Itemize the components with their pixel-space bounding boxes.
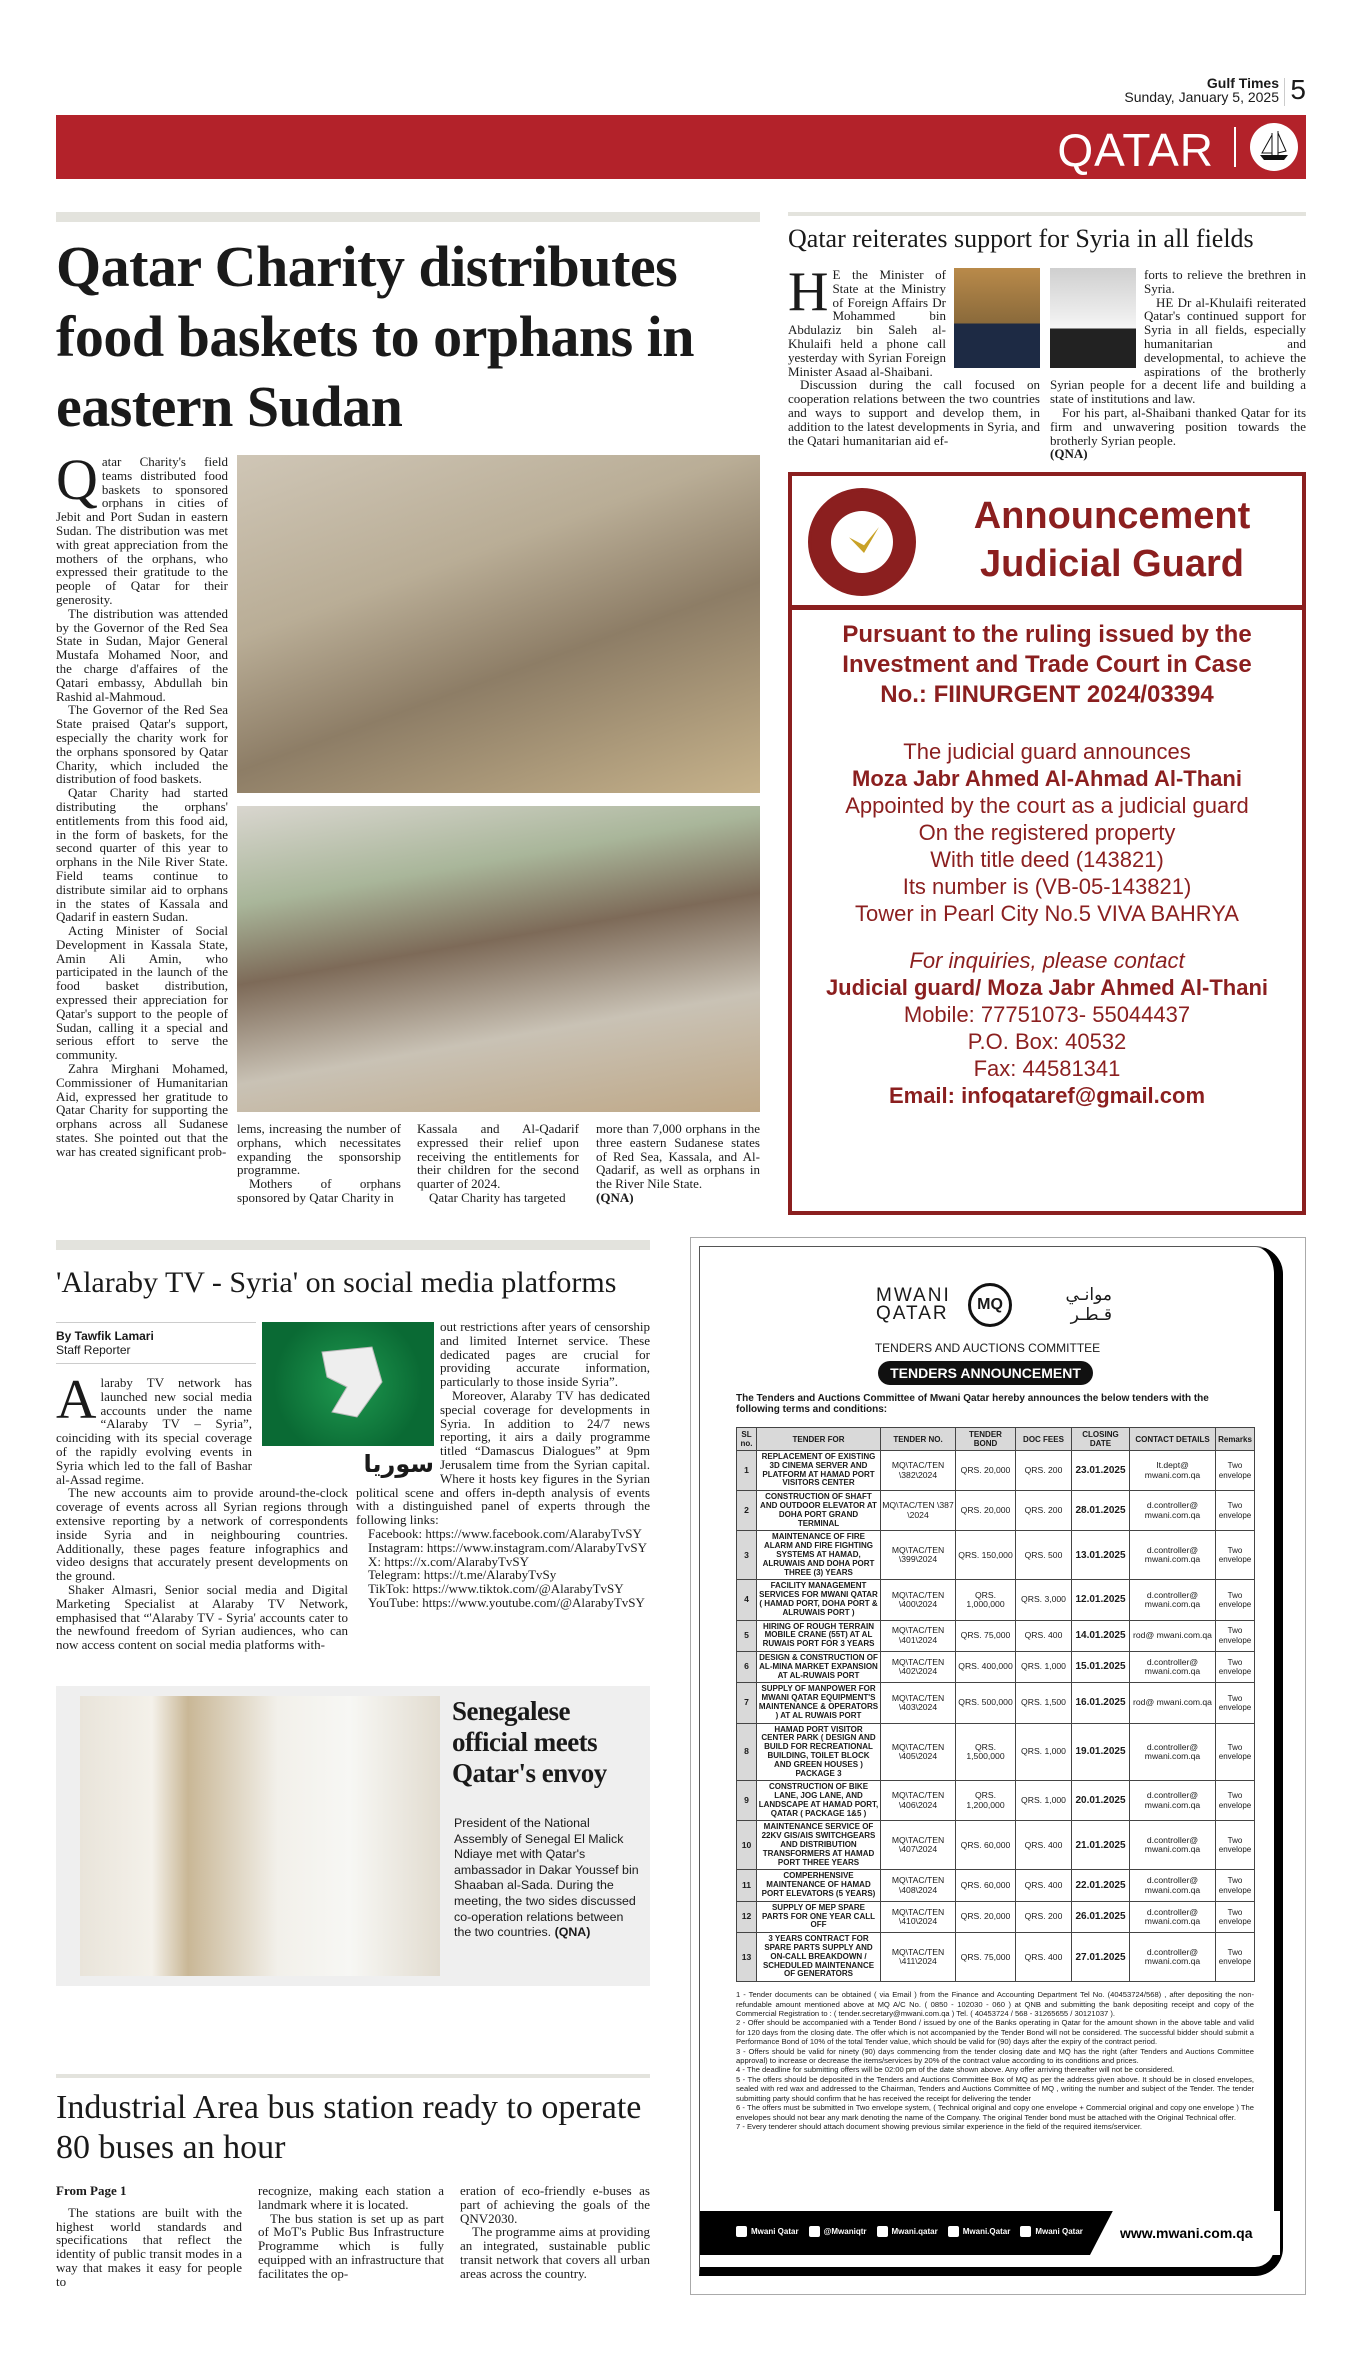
- tender-bond-cell: QRS. 400,000: [956, 1651, 1016, 1682]
- paragraph: eration of eco-friendly e-buses as part of achieving the goals of the QNV2030.: [460, 2183, 650, 2226]
- social-link[interactable]: [1020, 2226, 1083, 2237]
- social-label: Mwani.qatar: [891, 2227, 938, 2236]
- tender-bond-cell: QRS. 500,000: [956, 1683, 1016, 1723]
- paragraph: lems, increasing the number of orphans, which necessitates expanding the sponsorship programme.: [237, 1121, 401, 1178]
- paragraph: The bus station is set up as part of MoT's Public Bus Infrastructure Programme which is fully equipped with an infrastructure that facilitates the op-: [258, 2210, 444, 2281]
- author-role: Staff Reporter: [56, 1343, 131, 1357]
- doc-fees-cell: QRS. 400: [1016, 1821, 1072, 1870]
- note-item: 4 - The deadline for submitting offers will be 02:00 pm of the date shown above. Any offer arriving thereafter will not be considered.: [736, 2065, 1175, 2075]
- tender-no-cell: MQ\TAC/TEN \382\2024: [881, 1451, 956, 1491]
- brand-name: MWANI QATAR: [876, 1285, 951, 1324]
- column-header: TENDER BOND: [956, 1428, 1016, 1451]
- syria-headline: Qatar reiterates support for Syria in all fields: [788, 224, 1254, 253]
- tender-no-cell: MQ\TAC/TEN \410\2024: [881, 1901, 956, 1932]
- note-item: 7 - Every tenderer should attach document showing previous similar experience in the field of the required items/servicer.: [736, 2121, 1143, 2131]
- section-banner: [56, 115, 1306, 179]
- paragraph: atar Charity's field teams distributed food baskets to sponsored orphans in cities of Jebit and Port Sudan in eastern Sudan. The distribution was met with great appreciation from the mothers of the orphans, who expressed their gratitude to the people of Qatar for their generosity.: [56, 454, 228, 607]
- table-row: [737, 1580, 1255, 1620]
- tenders-content: [736, 1427, 1254, 2131]
- tender-no-cell: MQ\TAC/TEN \402\2024: [881, 1651, 956, 1682]
- dropcap: H: [788, 261, 829, 323]
- credit: (QNA): [596, 1189, 634, 1205]
- sl-no-cell: 3: [737, 1531, 757, 1580]
- contact-details-cell: d.controller@ mwani.com.qa: [1130, 1580, 1216, 1620]
- tender-for-cell: SUPPLY OF MEP SPARE PARTS FOR ONE YEAR CALL OFF: [757, 1901, 881, 1932]
- tender-for-cell: SUPPLY OF MANPOWER FOR MWANI QATAR EQUIPMENT'S MAINTENANCE & OPERATORS ) AT AL RUWAIS PORT: [757, 1683, 881, 1723]
- closing-date-cell: 27.01.2025: [1072, 1933, 1130, 1982]
- paragraph: recognize, making each station a landmark where it is located.: [258, 2183, 444, 2212]
- column-header: CONTACT DETAILS: [1130, 1428, 1216, 1451]
- closing-date-cell: 20.01.2025: [1072, 1781, 1130, 1821]
- committee-name: TENDERS AND AUCTIONS COMMITTEE: [874, 1341, 1101, 1355]
- closing-date-cell: 16.01.2025: [1072, 1683, 1130, 1723]
- closing-date-cell: 15.01.2025: [1072, 1651, 1130, 1682]
- tender-bond-cell: QRS. 75,000: [956, 1933, 1016, 1982]
- industrial-col1: [56, 2184, 242, 2289]
- mq-logo: MQ: [968, 1283, 1012, 1327]
- byline: [56, 1322, 256, 1364]
- tender-for-cell: HIRING OF ROUGH TERRAIN MOBILE CRANE (55T) AT AL RUWAIS PORT FOR 3 YEARS: [757, 1620, 881, 1651]
- column-header: CLOSING DATE: [1072, 1428, 1130, 1451]
- contact-details-cell: d.controller@ mwani.com.qa: [1130, 1933, 1216, 1982]
- tender-for-cell: HAMAD PORT VISITOR CENTER PARK ( DESIGN AND BUILD FOR RECREATIONAL BUILDING, TOILET BLOCK AND GREEN HOUSES ) PACKAGE 3: [757, 1723, 881, 1781]
- senegal-body: President of the National Assembly of Senegal El Malick Ndiaye met with Qatar's ambassador in Dakar Youssef bin Shaaban al-Sada. During the meeting, the two sides discussed co-operation relations between the two countries. (QNA): [454, 1816, 639, 1940]
- remarks-cell: Two envelope: [1216, 1870, 1255, 1901]
- sl-no-cell: 4: [737, 1580, 757, 1620]
- section-rule: [788, 212, 1306, 216]
- announces: The judicial guard announces: [903, 739, 1191, 764]
- table-row: [737, 1451, 1255, 1491]
- tender-for-cell: MAINTENANCE SERVICE OF 22KV GIS/AIS SWITCHGEARS AND DISTRIBUTION TRANSFORMERS AT HAMAD PORT THREE YEARS: [757, 1821, 881, 1870]
- note-item: 5 - The offers should be deposited in the Tenders and Auctions Committee Box of MQ as per the address given above. It should be in closed envelopes, sealed with red wax and addressed to the Chairman, Tenders and Auctions Committee of MQ , writing the number and subject of the Tender. The tender submitting party should confirm that he has received the receipt for delivering the tender: [736, 2074, 1254, 2103]
- alaraby-col2: [356, 1320, 650, 1610]
- contact-details-cell: d.controller@ mwani.com.qa: [1130, 1821, 1216, 1870]
- contact-details-cell: It.dept@ mwani.com.qa: [1130, 1451, 1216, 1491]
- paragraph: Qatar Charity had started distributing the orphans' entitlements from this food aid, in the form of baskets, for the second quarter of this year to orphans in the Nile River State. Field teams continue to distribute similar aid to orphans in the states of Kassala and Qadarif in eastern Sudan.: [56, 785, 228, 925]
- x-icon: [809, 2226, 820, 2237]
- table-row: [737, 1821, 1255, 1870]
- tender-bond-cell: QRS. 60,000: [956, 1870, 1016, 1901]
- tender-bond-cell: QRS. 1,200,000: [956, 1781, 1016, 1821]
- website-link[interactable]: www.mwani.com.qa: [1120, 2225, 1253, 2241]
- tender-bond-cell: QRS. 20,000: [956, 1451, 1016, 1491]
- paragraph: X: https://x.com/AlarabyTvSY: [368, 1553, 530, 1569]
- issue-date: Sunday, January 5, 2025: [1124, 89, 1279, 105]
- email: Email: infoqataref@gmail.com: [888, 1083, 1206, 1108]
- detail-line: Its number is (VB-05-143821): [902, 874, 1192, 899]
- doc-fees-cell: QRS. 3,000: [1016, 1580, 1072, 1620]
- remarks-cell: Two envelope: [1216, 1531, 1255, 1580]
- remarks-cell: Two envelope: [1216, 1651, 1255, 1682]
- detail-line: Appointed by the court as a judicial guard: [845, 793, 1249, 818]
- credit: (QNA): [1050, 446, 1088, 462]
- contact-details-cell: rod@ mwani.com.qa: [1130, 1683, 1216, 1723]
- table-row: [737, 1870, 1255, 1901]
- doc-fees-cell: QRS. 1,000: [1016, 1651, 1072, 1682]
- photo-al-khulaifi: [1050, 268, 1136, 368]
- tender-no-cell: MQ\TAC/TEN \401\2024: [881, 1620, 956, 1651]
- alaraby-headline: 'Alaraby TV - Syria' on social media platforms: [56, 1266, 617, 1299]
- paragraph: Discussion during the call focused on cooperation relations between the two countries and ways to support and develop them, in addition to the latest developments in Syria, and the Qatari humanitarian aid ef-: [788, 377, 1040, 448]
- paragraph: TikTok: https://www.tiktok.com/@AlarabyTvSY: [368, 1581, 624, 1597]
- linkedin-icon: [736, 2226, 747, 2237]
- logo-arabic-text: سوريا: [363, 1450, 434, 1478]
- table-row: [737, 1531, 1255, 1580]
- social-link[interactable]: [736, 2226, 799, 2237]
- author: By Tawfik Lamari: [56, 1329, 154, 1343]
- logo-spacer: [356, 1320, 440, 1482]
- main-article-col1: [56, 447, 228, 1159]
- table-row: [737, 1933, 1255, 1982]
- photo-asaad-al-shaibani: [954, 268, 1040, 368]
- paragraph: forts to relieve the brethren in Syria.: [1144, 267, 1306, 296]
- ruling-line: Pursuant to the ruling issued by the: [842, 621, 1252, 648]
- photo-senegal-meeting: [80, 1696, 440, 1976]
- from-page: From Page 1: [56, 2183, 127, 2198]
- paragraph: Shaker Almasri, Senior social media and Digital Marketing Specialist at Alaraby TV Network, emphasised that “'Alaraby TV - Syria' accounts cater to the newfound freedom of Syrian audiences, who can now access content on social media platforms with-: [56, 1581, 348, 1653]
- accounting-expert-logo: [808, 488, 916, 596]
- intro-text: The Tenders and Auctions Committee of Mwani Qatar hereby announces the below tenders with the following terms and conditions:: [736, 1393, 1209, 1415]
- social-link[interactable]: [809, 2226, 867, 2237]
- mobile: Mobile: 77751073- 55044437: [903, 1002, 1191, 1027]
- terms-notes: [736, 1990, 1254, 2131]
- tender-no-cell: MQ\TAC/TEN \400\2024: [881, 1580, 956, 1620]
- paragraph: Mothers of orphans sponsored by Qatar Charity in: [237, 1176, 401, 1205]
- judicial-guard-ad: [788, 472, 1306, 1215]
- social-label: @Mwaniqtr: [823, 2227, 867, 2236]
- paragraph: Acting Minister of Social Development in Kassala State, Amin Ali Amin, who participated in the launch of the food basket distribution, expressed their appreciation for Qatar's support to the people of Sudan, calling it a special and serious effort to serve the community.: [56, 923, 228, 1063]
- remarks-cell: Two envelope: [1216, 1901, 1255, 1932]
- sl-no-cell: 10: [737, 1821, 757, 1870]
- contact-details-cell: d.controller@ mwani.com.qa: [1130, 1870, 1216, 1901]
- photo-food-distribution-1: [237, 455, 760, 793]
- paragraph: E the Minister of State at the Ministry of Foreign Affairs Dr Mohammed bin Abdulaziz bin Saleh al-Khulaifi held a phone call yesterday with Syrian Foreign Minister Asaad al-Shaibani.: [788, 267, 946, 379]
- tender-no-cell: MQ\TAC/TEN \387 \2024: [881, 1491, 956, 1531]
- sl-no-cell: 12: [737, 1901, 757, 1932]
- masthead-meta: [1124, 76, 1279, 104]
- sl-no-cell: 1: [737, 1451, 757, 1491]
- remarks-cell: Two envelope: [1216, 1821, 1255, 1870]
- tender-bond-cell: QRS. 75,000: [956, 1620, 1016, 1651]
- paragraph: Kassala and Al-Qadarif expressed their relief upon receiving the entitlements for their children for the second quarter of 2024.: [417, 1121, 579, 1192]
- dhow-boat-icon: [1250, 123, 1298, 171]
- syria-col2: [1050, 268, 1306, 461]
- column-header: SL no.: [737, 1428, 757, 1451]
- paragraph: Zahra Mirghani Mohamed, Commissioner of Humanitarian Aid, expressed her gratitude to Qatar Charity for supporting the orphans across all Sudanese states. She pointed out that the war has created significant prob-: [56, 1061, 228, 1159]
- doc-fees-cell: QRS. 200: [1016, 1451, 1072, 1491]
- table-row: [737, 1651, 1255, 1682]
- sl-no-cell: 9: [737, 1781, 757, 1821]
- tender-bond-cell: QRS. 20,000: [956, 1491, 1016, 1531]
- section-rule: [56, 212, 760, 222]
- closing-date-cell: 22.01.2025: [1072, 1870, 1130, 1901]
- brand-arabic: موانـي قـطـر: [1065, 1285, 1112, 1325]
- tender-bond-cell: QRS. 1,500,000: [956, 1723, 1016, 1781]
- closing-date-cell: 12.01.2025: [1072, 1580, 1130, 1620]
- note-item: 3 - Offers should be valid for ninety (90) days commencing from the tender closing date and MQ has the right (after Tenders and Auctions Committee approval) to increase or decrease the items/services by 20% of the contract value according to its conditions and prices.: [736, 2046, 1254, 2066]
- remarks-cell: Two envelope: [1216, 1491, 1255, 1531]
- table-row: [737, 1491, 1255, 1531]
- tender-no-cell: MQ\TAC/TEN \403\2024: [881, 1683, 956, 1723]
- section-rule: [56, 2074, 650, 2078]
- closing-date-cell: 23.01.2025: [1072, 1451, 1130, 1491]
- industrial-col3: [460, 2184, 650, 2281]
- paragraph: more than 7,000 orphans in the three eastern Sudanese states of Red Sea, Kassala, and Al-Qadarif, as well as orphans in the River Nile State.: [596, 1121, 760, 1192]
- main-headline: Qatar Charity distributes food baskets to orphans in eastern Sudan: [56, 234, 695, 439]
- sl-no-cell: 7: [737, 1683, 757, 1723]
- paragraph: laraby TV network has launched new social media accounts under the name “Alaraby TV – Syria”, coinciding with its special coverage of the rapidly evolving events in Syria which led to the fall of Bashar al-Assad regime.: [56, 1375, 252, 1487]
- instagram-icon: [877, 2226, 888, 2237]
- ad-title: Announcement Judicial Guard: [973, 495, 1251, 585]
- doc-fees-cell: QRS. 400: [1016, 1620, 1072, 1651]
- tender-for-cell: CONSTRUCTION OF SHAFT AND OUTDOOR ELEVATOR AT DOHA PORT GRAND TERMINAL: [757, 1491, 881, 1531]
- contact-details-cell: rod@ mwani.com.qa: [1130, 1620, 1216, 1651]
- note-item: 1 - Tender documents can be obtained ( via Email ) from the Finance and Accounting Department Tel No. (40453724/568) , after depositing the non-refundable amount mentioned above at MQ A/C No. ( 0850 - 102030 - 060 ) at QNB and submitting the bank depositing receipt and copy of the Commercial Registration to : ( tender.secretary@mwani.com.qa ) Tel. ( 40453724 / 568 - 31265655 / 30121037 ).: [736, 1990, 1254, 2019]
- doc-fees-cell: QRS. 1,000: [1016, 1781, 1072, 1821]
- facebook-icon: [948, 2226, 959, 2237]
- industrial-col2: [258, 2184, 444, 2281]
- main-article-col2: [237, 1122, 401, 1205]
- paragraph: The distribution was attended by the Governor of the Red Sea State in Sudan, Major General Mustafa Mohamed Noor, and the charge d'affaires of the Qatari embassy, Abdullah bin Rashid al-Mahmoud.: [56, 605, 228, 704]
- tender-no-cell: MQ\TAC/TEN \399\2024: [881, 1531, 956, 1580]
- tender-for-cell: REPLACEMENT OF EXISTING 3D CINEMA SERVER AND PLATFORM AT HAMAD PORT VISITORS CENTER: [757, 1451, 881, 1491]
- tender-for-cell: DESIGN & CONSTRUCTION OF AL-MINA MARKET EXPANSION AT AL-RUWAIS PORT: [757, 1651, 881, 1682]
- closing-date-cell: 19.01.2025: [1072, 1723, 1130, 1781]
- table-row: [737, 1683, 1255, 1723]
- doc-fees-cell: QRS. 200: [1016, 1901, 1072, 1932]
- closing-date-cell: 26.01.2025: [1072, 1901, 1130, 1932]
- detail-line: Tower in Pearl City No.5 VIVA BAHRYA: [855, 901, 1239, 926]
- tender-no-cell: MQ\TAC/TEN \411\2024: [881, 1933, 956, 1982]
- inquiries: For inquiries, please contact: [909, 948, 1185, 973]
- detail-line: With title deed (143821): [930, 847, 1164, 872]
- youtube-icon: [1020, 2226, 1031, 2237]
- closing-date-cell: 28.01.2025: [1072, 1491, 1130, 1531]
- industrial-headline: Industrial Area bus station ready to operate 80 buses an hour: [56, 2089, 642, 2166]
- sl-no-cell: 8: [737, 1723, 757, 1781]
- social-footer: [700, 2211, 1275, 2255]
- doc-fees-cell: QRS. 1,500: [1016, 1683, 1072, 1723]
- section-rule: [56, 1240, 650, 1250]
- closing-date-cell: 13.01.2025: [1072, 1531, 1130, 1580]
- tender-bond-cell: QRS. 150,000: [956, 1531, 1016, 1580]
- column-header: TENDER NO.: [881, 1428, 956, 1451]
- tender-no-cell: MQ\TAC/TEN \406\2024: [881, 1781, 956, 1821]
- remarks-cell: Two envelope: [1216, 1933, 1255, 1982]
- po-box: P.O. Box: 40532: [967, 1029, 1127, 1054]
- paragraph: out restrictions after years of censorship and limited Internet service. These dedicated pages are crucial for providing accurate information, particularly to those inside Syria”.: [440, 1319, 650, 1390]
- ruling-line: Investment and Trade Court in Case: [842, 651, 1252, 678]
- contact-details-cell: d.controller@ mwani.com.qa: [1130, 1723, 1216, 1781]
- tender-bond-cell: QRS. 60,000: [956, 1821, 1016, 1870]
- tenders-banner: TENDERS ANNOUNCEMENT: [878, 1361, 1093, 1385]
- guard-name: Moza Jabr Ahmed Al-Ahmad Al-Thani: [852, 766, 1242, 791]
- note-item: 6 - The offers must be submitted in Two envelope system, ( Technical original and copy one envelope + Commercial original and copy one envelope ) The envelopes should not bear any mark denoting the name of the Company. The original Tender bond must be attached with the Original Technical offer.: [736, 2103, 1254, 2122]
- paragraph: YouTube: https://www.youtube.com/@AlarabyTvSY: [368, 1594, 645, 1610]
- doc-fees-cell: QRS. 400: [1016, 1870, 1072, 1901]
- doc-fees-cell: QRS. 500: [1016, 1531, 1072, 1580]
- tender-bond-cell: QRS. 20,000: [956, 1901, 1016, 1932]
- tenders-table: [736, 1427, 1255, 1982]
- tender-for-cell: COMPERHENSIVE MAINTENANCE OF HAMAD PORT ELEVATORS (5 YEARS): [757, 1870, 881, 1901]
- table-row: [737, 1723, 1255, 1781]
- closing-date-cell: 21.01.2025: [1072, 1821, 1130, 1870]
- doc-fees-cell: QRS. 1,000: [1016, 1723, 1072, 1781]
- social-link[interactable]: [877, 2226, 938, 2237]
- sl-no-cell: 2: [737, 1491, 757, 1531]
- remarks-cell: Two envelope: [1216, 1723, 1255, 1781]
- tender-bond-cell: QRS. 1,000,000: [956, 1580, 1016, 1620]
- table-row: [737, 1620, 1255, 1651]
- doc-fees-cell: QRS. 400: [1016, 1933, 1072, 1982]
- section-title: QATAR: [1057, 124, 1214, 176]
- column-header: TENDER FOR: [757, 1428, 881, 1451]
- paragraph: Qatar Charity has targeted: [429, 1189, 566, 1205]
- closing-date-cell: 14.01.2025: [1072, 1620, 1130, 1651]
- tender-for-cell: CONSTRUCTION OF BIKE LANE, JOG LANE, AND LANDSCAPE AT HAMAD PORT, QATAR ( PACKAGE 1&5 ): [757, 1781, 881, 1821]
- note-item: 2 - Offer should be accompanied with a Tender Bond / issued by one of the Banks operating in Qatar for the amount shown in the above table and valid for 120 days from the closing date. The offer which is not accompanied by the Tender Bond will not be considered. The successful bidder should submit a Performance Bond of 10% of the total Tender value, which should be valid for (90) days after the expiry of the contract period.: [736, 2018, 1254, 2047]
- paragraph: HE Dr al-Khulaifi reiterated Qatar's continued support for Syria in all fields, especially humanitarian and developmental, to achieve the aspirations of the brotherly Syrian people for a decent life and building a state of institutions and law.: [1050, 294, 1306, 407]
- dropcap: A: [56, 1369, 97, 1431]
- remarks-cell: Two envelope: [1216, 1451, 1255, 1491]
- table-row: [737, 1781, 1255, 1821]
- social-link[interactable]: [948, 2226, 1011, 2237]
- remarks-cell: Two envelope: [1216, 1620, 1255, 1651]
- tender-no-cell: MQ\TAC/TEN \407\2024: [881, 1821, 956, 1870]
- remarks-cell: Two envelope: [1216, 1781, 1255, 1821]
- paragraph: The programme aims at providing an integrated, sustainable public transit network that covers all urban areas across the country.: [460, 2224, 650, 2281]
- paper-name: Gulf Times: [1206, 75, 1279, 91]
- column-header: Remarks: [1216, 1428, 1255, 1451]
- contact-details-cell: d.controller@ mwani.com.qa: [1130, 1531, 1216, 1580]
- social-label: Mwani Qatar: [1035, 2227, 1083, 2236]
- remarks-cell: Two envelope: [1216, 1683, 1255, 1723]
- divider: [1284, 78, 1285, 106]
- tender-for-cell: FACILITY MANAGEMENT SERVICES FOR MWANI QATAR ( HAMAD PORT, DOHA PORT & ALRUWAIS PORT ): [757, 1580, 881, 1620]
- contact-details-cell: d.controller@ mwani.com.qa: [1130, 1781, 1216, 1821]
- sl-no-cell: 13: [737, 1933, 757, 1982]
- main-article-col4: [596, 1122, 760, 1205]
- social-label: Mwani Qatar: [751, 2227, 799, 2236]
- syria-col1: [788, 261, 1040, 448]
- paragraph: Facebook: https://www.facebook.com/AlarabyTvSY: [368, 1525, 642, 1541]
- tender-no-cell: MQ\TAC/TEN \405\2024: [881, 1723, 956, 1781]
- doc-fees-cell: QRS. 200: [1016, 1491, 1072, 1531]
- paragraph: The stations are built with the highest world standards and specifications that reflect the identity of public transit modes in a way that makes it easy for people to: [56, 2204, 242, 2289]
- contact-details-cell: d.controller@ mwani.com.qa: [1130, 1651, 1216, 1682]
- divider: [1234, 127, 1236, 167]
- senegal-box: [56, 1686, 650, 1986]
- paragraph: Instagram: https://www.instagram.com/AlarabyTvSY: [368, 1539, 647, 1555]
- contact-name: Judicial guard/ Moza Jabr Ahmed Al-Thani: [825, 975, 1269, 1000]
- main-article-col3: [417, 1122, 579, 1205]
- mwani-tenders-ad: [690, 1237, 1306, 2295]
- sl-no-cell: 11: [737, 1870, 757, 1901]
- case-number: No.: FIINURGENT 2024/03394: [880, 681, 1214, 708]
- fax: Fax: 44581341: [973, 1056, 1121, 1081]
- dropcap: Q: [56, 447, 98, 512]
- paragraph: The new accounts aim to provide around-the-clock coverage of events across all Syrian regions through extensive reporting by a network of correspondents inside Syria and in neighbouring countries. Additionally, these pages feature infographics and video designs that accurately present developments on the ground.: [56, 1485, 348, 1584]
- social-label: Mwani.Qatar: [962, 2227, 1011, 2236]
- senegal-headline: Senegalese official meets Qatar's envoy: [452, 1696, 607, 1788]
- photo-food-distribution-2: [237, 806, 760, 1112]
- tender-no-cell: MQ\TAC/TEN \408\2024: [881, 1870, 956, 1901]
- paragraph: Telegram: https://t.me/AlarabyTvSy: [368, 1567, 557, 1583]
- paragraph: For his part, al-Shaibani thanked Qatar for its firm and unwavering position towards the brotherly Syrian people.: [1050, 404, 1306, 448]
- contact-details-cell: d.controller@ mwani.com.qa: [1130, 1491, 1216, 1531]
- paragraph: Moreover, Alaraby TV has dedicated special coverage for developments in Syria. In addition to 24/7 news reporting, it airs a daily programme titled “Damascus Dialogues” at 9pm Jerusalem time from the Syrian capital. Where it hosts key figures in the Syrian political scene and offers in-depth analysis of events with a distinguished panel of experts through the following links:: [356, 1387, 650, 1528]
- detail-line: On the registered property: [918, 820, 1176, 845]
- sl-no-cell: 5: [737, 1620, 757, 1651]
- column-header: DOC FEES: [1016, 1428, 1072, 1451]
- contact-details-cell: d.controller@ mwani.com.qa: [1130, 1901, 1216, 1932]
- sl-no-cell: 6: [737, 1651, 757, 1682]
- remarks-cell: Two envelope: [1216, 1580, 1255, 1620]
- paragraph: The Governor of the Red Sea State praised Qatar's support, especially the charity work for the orphans sponsored by Qatar Charity, which included the distribution of food baskets.: [56, 702, 228, 787]
- tender-for-cell: 3 YEARS CONTRACT FOR SPARE PARTS SUPPLY AND ON-CALL BREAKDOWN / SCHEDULED MAINTENANCE OF GENERATORS: [757, 1933, 881, 1982]
- table-row: [737, 1901, 1255, 1932]
- page-number: 5: [1290, 74, 1306, 105]
- tender-for-cell: MAINTENANCE OF FIRE ALARM AND FIRE FIGHTING SYSTEMS AT HAMAD, ALRUWAIS AND DOHA PORT THREE (3) YEARS: [757, 1531, 881, 1580]
